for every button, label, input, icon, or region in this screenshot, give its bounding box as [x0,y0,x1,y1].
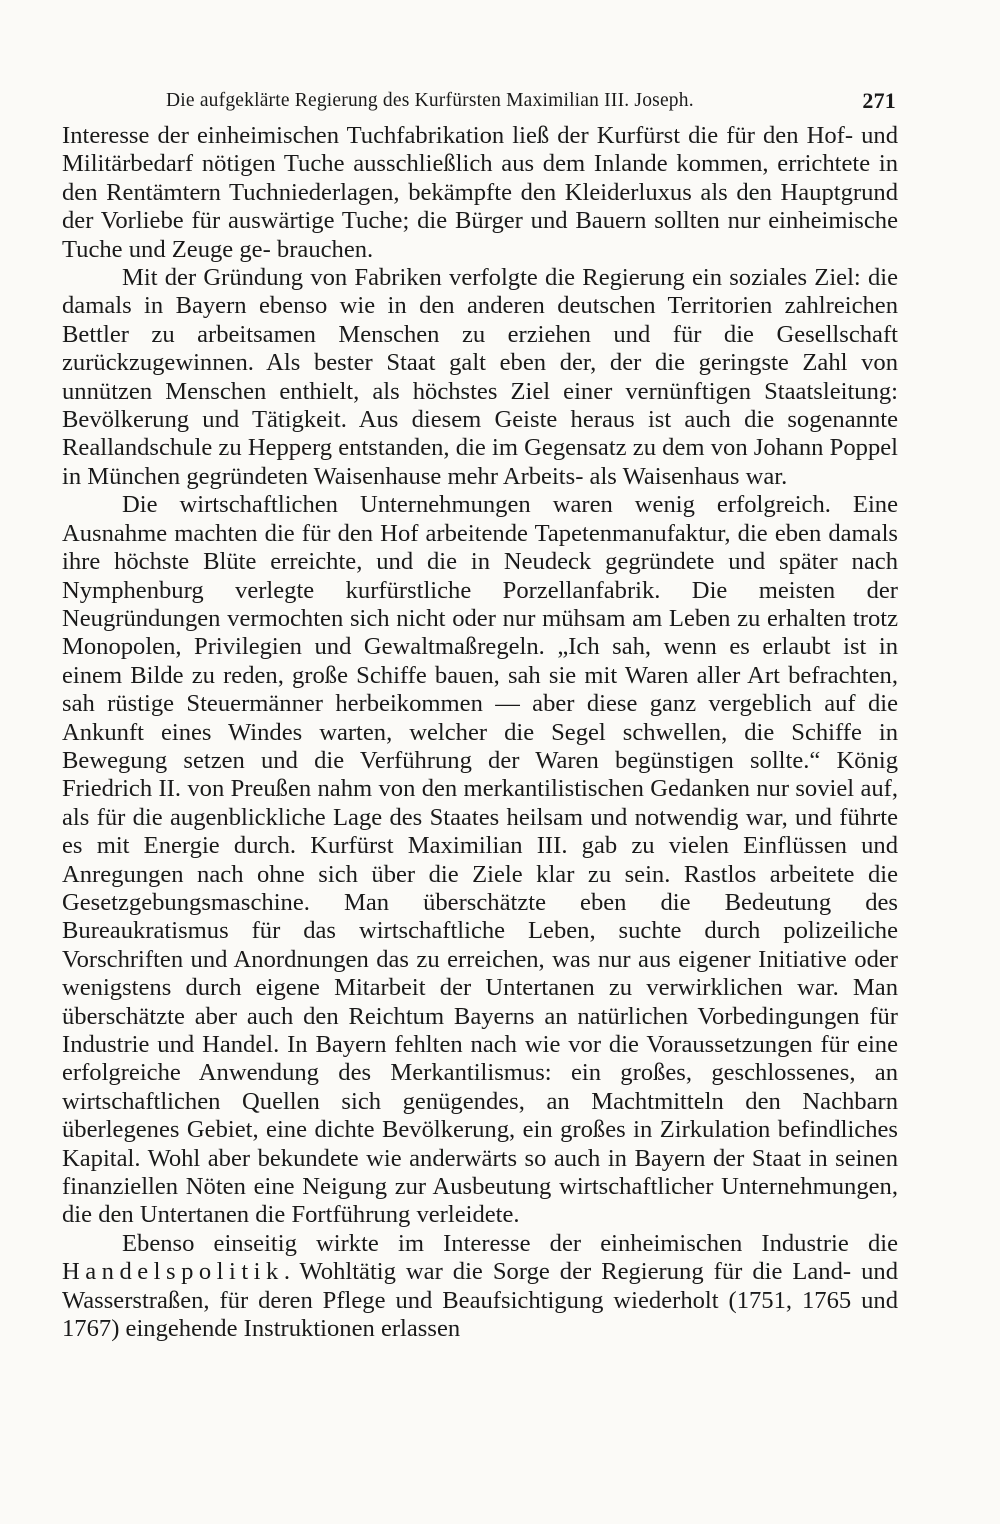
paragraph-trade-policy [62,1230,898,1344]
spaced-emphasis: Handelspolitik [62,1258,284,1286]
paragraph-text-after: . Wohltätig war die Sorge der Regierung für die Land- und Wasserstraßen, für deren Pflege und Beaufsichtigung wiederholt (1751, 1765 und 1767) eingehende Instruktionen erlassen [62,1258,898,1343]
book-page [62,86,898,1343]
paragraph-continuation: Interesse der einheimischen Tuchfabrikation ließ der Kurfürst die für den Hof- und Militärbedarf nötigen Tuche ausschließlich aus dem Inlande kommen, errichtete in den Rentämtern Tuchniederlagen, bekämpfte den Kleiderluxus als den Hauptgrund der Vorliebe für auswärtige Tuche; die Bürger und Bauern sollten nur einheimische Tuche und Zeuge ge- brauchen. [62,122,898,263]
page-number: 271 [862,88,896,113]
running-head [62,86,898,122]
paragraph-text-before: Ebenso einseitig wirkte im Interesse der einheimischen Industrie die [122,1229,898,1257]
body-text [62,122,898,1343]
paragraph-factories: Mit der Gründung von Fabriken verfolgte die Regierung ein soziales Ziel: die damals in Bayern ebenso wie in den anderen deutschen Territorien zahlreichen Bettler zu arbeitsamen Menschen zu erziehen und für die Gesellschaft zurückzugewinnen. Als bester Staat galt eben der, der die geringste Zahl von unnützen Menschen enthielt, als höchstes Ziel einer vernünftigen Staatsleitung: Bevölkerung und Tätigkeit. Aus diesem Geiste heraus ist auch die sogenannte Reallandschule zu Hepperg entstanden, die im Gegensatz zu dem von Johann Poppel in München gegründeten Waisenhause mehr Arbeits- als Waisenhaus war. [62,264,898,490]
paragraph-enterprises: Die wirtschaftlichen Unternehmungen waren wenig erfolgreich. Eine Ausnahme machten die für den Hof arbeitende Tapetenmanufaktur, die eben damals ihre höchste Blüte erreichte, und die in Neudeck gegründete und später nach Nymphenburg verlegte kurfürstliche Porzellanfabrik. Die meisten der Neugründungen vermochten sich nicht oder nur mühsam am Leben zu erhalten trotz Monopolen, Privilegien und Gewaltmaßregeln. „Ich sah, wenn es erlaubt ist in einem Bilde zu reden, große Schiffe bauen, sah sie mit Waren aller Art befrachten, sah rüstige Steuermänner herbeikommen — aber diese ganz vergeblich auf die Ankunft eines Windes warten, welcher die Segel schwellen, die Schiffe in Bewegung setzen und die Verführung der Waren begünstigen sollte.“ König Friedrich II. von Preußen nahm von den merkantilistischen Gedanken nur soviel auf, als für die augenblickliche Lage des Staates heilsam und notwendig war, und führte es mit Energie durch. Kurfürst Maximilian III. gab zu vielen Einflüssen und Anregungen nach ohne sich über die Ziele klar zu sein. Rastlos arbeitete die Gesetzgebungsmaschine. Man überschätzte eben die Bedeutung des Bureaukratismus für das wirtschaftliche Leben, suchte durch polizeiliche Vorschriften und Anordnungen das zu erreichen, was nur aus eigener Initiative oder wenigstens durch eigene Mitarbeit der Untertanen zu verwirklichen war. Man überschätzte aber auch den Reichtum Bayerns an natürlichen Vorbedingungen für Industrie und Handel. In Bayern fehlten nach wie vor die Voraussetzungen für eine erfolgreiche Anwendung des Merkantilismus: ein großes, geschlossenes, an wirtschaftlichen Quellen sich genügendes, an Machtmitteln den Nachbarn überlegenes Gebiet, eine dichte Bevölkerung, ein großes in Zirkulation befindliches Kapital. Wohl aber bekundete wie anderwärts so auch in Bayern der Staat in seinen finanziellen Nöten eine Neigung zur Ausbeutung wirtschaftlicher Unternehmungen, die den Untertanen die Fortführung verleidete. [62,491,898,1229]
running-title: Die aufgeklärte Regierung des Kurfürsten Maximilian III. Joseph. [166,90,694,111]
